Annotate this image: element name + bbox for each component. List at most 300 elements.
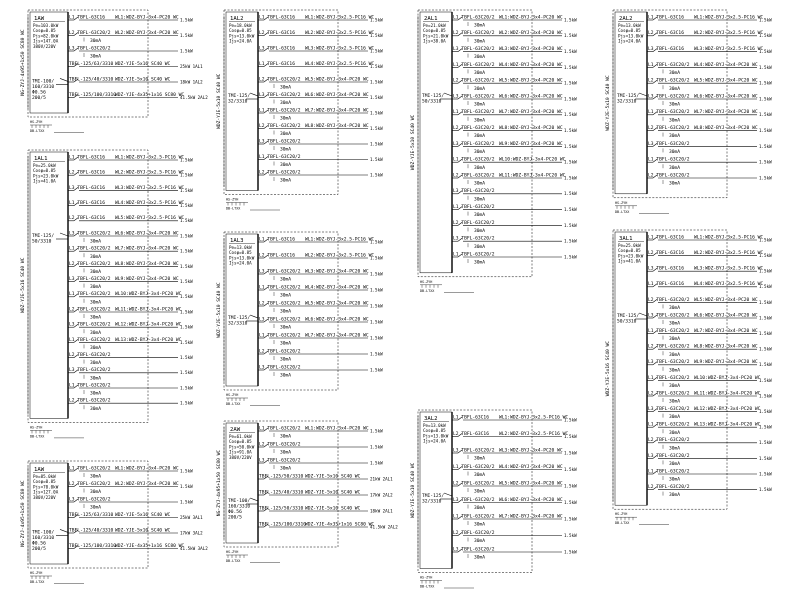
- panel-frame: [30, 152, 68, 418]
- circuit-row: [647, 62, 772, 76]
- circuit-power-label: 1.5kW: [564, 254, 577, 260]
- circuit-cable-label: WL7:WDZ-BYJ-3x4-PC20 WC: [694, 110, 758, 116]
- circuit-row: [68, 92, 208, 100]
- circuit-breaker-label: L1 TBFL-63C20/2: [453, 252, 495, 258]
- rcd-rating-label: 30mA: [474, 55, 486, 61]
- incoming-breaker-symbol: [444, 93, 452, 96]
- rcd-rating-label: 30mA: [90, 39, 102, 45]
- incoming-breaker-label: TMI-125/: [617, 94, 640, 99]
- circuit-breaker-label: L2 TBFL-63C20/2: [648, 173, 690, 179]
- circuit-cable-label: WL5:WDZ-BYJ-3x4-PC20 WC: [305, 77, 369, 83]
- rcd-rating-label: 30mA: [474, 555, 486, 561]
- circuit-breaker-label: L1 TBFL-63C16: [648, 235, 684, 241]
- circuit-power-label: 1.5kW: [564, 33, 577, 39]
- circuit-cable-label: WL8:WDZ-BYJ-3x4-PC20 WC: [499, 126, 563, 131]
- circuit-breaker-label: L3 TBFL-63C20/2: [453, 448, 495, 454]
- circuit-cable-label: WL6:WDZ-BYJ-3x4-PC20 WC: [115, 231, 179, 237]
- circuit-cable-label: WL2:WDZ-BYJ-3x2.5-PC16 WC: [694, 251, 764, 256]
- panel-title: 1AL3: [230, 238, 244, 244]
- circuit-cable-label: WDZ-YJE-4x35+1x16 SC80 WC: [115, 543, 185, 549]
- circuit-row: [647, 312, 772, 326]
- incoming-breaker-label: 200/5: [32, 95, 46, 101]
- incoming-breaker-label: 200/5: [228, 515, 242, 521]
- circuit-breaker-label: L1 TBFL-63C20/2: [453, 464, 495, 470]
- feeder-cable-label: WDZ-YJE-5x10 SC40 WC: [411, 462, 416, 518]
- incoming-breaker-label: 160/3310: [32, 84, 55, 90]
- circuit-power-label: 1.5kW: [564, 222, 577, 228]
- rcd-rating-label: 30mA: [280, 85, 292, 91]
- circuit-row: [647, 281, 772, 289]
- circuit-breaker-label: L2 TBFL-63C20/2: [453, 31, 495, 37]
- circuit-row: [258, 169, 383, 183]
- rcd-rating-label: 30mA: [90, 505, 102, 511]
- incoming-breaker-label: 50/3310: [422, 99, 442, 105]
- rcd-rating-label: 30mA: [474, 197, 486, 203]
- load-summary-line: 380V/220V: [33, 494, 56, 500]
- circuit-row: [452, 204, 577, 218]
- load-summary-line: Pjs=13.0kW: [229, 255, 255, 261]
- circuit-power-label: 1.5kW: [759, 96, 772, 102]
- rcd-rating-label: 30mA: [474, 506, 486, 512]
- load-summary-line: Pe=61.0kW: [229, 434, 252, 439]
- rcd-rating-label: 30mA: [280, 277, 292, 283]
- circuit-breaker-label: L2 TBFL-63C20/2: [453, 78, 495, 84]
- circuit-breaker-label: L2 TBFL-63C20/2: [259, 77, 301, 83]
- circuit-breaker-label: L1 TBFL-63C20/2: [648, 469, 690, 475]
- circuit-breaker-label: L3 TBFL-63C20/2: [648, 94, 690, 100]
- circuit-row: [452, 464, 577, 478]
- circuit-breaker-label: L3 TBFL-63C20/2: [648, 453, 690, 459]
- circuit-row: [647, 78, 772, 92]
- circuit-breaker-label: L3 TBFL-63C20/2: [453, 189, 495, 195]
- circuit-power-label: 1.5kW: [759, 362, 772, 368]
- rcd-rating-label: 30mA: [669, 477, 681, 483]
- circuit-cable-label: WL8:WDZ-BYJ-3x4-PC20 WC: [694, 126, 758, 131]
- rcd-rating-label: 30mA: [669, 493, 681, 499]
- rcd-rating-label: 30mA: [90, 270, 102, 275]
- load-summary-line: Cosφ=0.85: [33, 28, 56, 34]
- circuit-row: [452, 30, 577, 44]
- circuit-power-label: 1.5kW: [180, 468, 193, 474]
- circuit-breaker-label: L2 TBFL-63C20/2: [453, 126, 495, 131]
- rcd-rating-label: 30mA: [280, 434, 292, 440]
- circuit-cable-label: WL10:WDZ-BYJ-3x4-PC20 WC: [694, 375, 761, 381]
- incoming-breaker-label: Φ0.56: [228, 510, 242, 515]
- circuit-power-label: 1.5kW: [759, 112, 772, 118]
- circuit-row: [68, 200, 193, 208]
- circuit-power-label: 1.5kW: [759, 253, 772, 258]
- circuit-cable-label: WL11:WDZ-BYJ-3x4-PC20 WC: [694, 391, 761, 397]
- circuit-breaker-label: L3 TBFL-63C20/2: [259, 269, 301, 275]
- rcd-rating-label: 30mA: [669, 368, 681, 374]
- circuit-row: [68, 261, 193, 275]
- circuit-breaker-label: L2 TBFL-63C20/2: [69, 307, 111, 313]
- circuit-power-label: 1.5kW: [180, 309, 193, 315]
- circuit-breaker-label: L2 TBFL-63C20/2: [648, 344, 690, 350]
- circuit-power-label: 25kW 3AL1: [180, 514, 203, 520]
- circuit-row: [258, 252, 383, 260]
- footer-label: DB-LTXX: [226, 206, 241, 211]
- rcd-rating-label: 30mA: [669, 399, 681, 405]
- circuit-row: [258, 30, 383, 38]
- circuit-row: [68, 185, 193, 193]
- load-summary-line: Ijs=24.0A: [618, 38, 641, 44]
- circuit-row: [452, 530, 577, 544]
- circuit-row: [258, 138, 383, 152]
- incoming-breaker-label: 50/3310: [32, 239, 52, 245]
- circuit-power-label: 1.5kW: [370, 172, 383, 178]
- circuit-breaker-label: L2 TBFL-63C20/2: [259, 442, 301, 448]
- circuit-row: [258, 268, 383, 282]
- circuit-row: [647, 266, 772, 274]
- circuit-cable-label: WDZ-YJE-5x16 SC40 WC: [115, 61, 171, 67]
- circuit-row: [647, 437, 772, 451]
- circuit-row: [452, 480, 577, 494]
- circuit-power-label: 1.5kW: [180, 294, 193, 300]
- circuit-power-label: 1.5kW: [759, 455, 772, 461]
- load-summary-line: 380V/220V: [229, 454, 252, 460]
- circuit-cable-label: WL2:WDZ-BYJ-3x4-PC20 WC: [115, 481, 179, 487]
- feeder-cable-label: WDZ-YJE-5x10 SC40 WC: [606, 75, 611, 131]
- rcd-rating-label: 30mA: [474, 134, 486, 140]
- circuit-row: [68, 306, 193, 320]
- circuit-breaker-label: TBFL-125/63/3310: [69, 61, 114, 67]
- circuit-breaker-label: L3 TBFL-63C20/2: [453, 94, 495, 100]
- circuit-cable-label: WL5:WDZ-BYJ-3x4-PC20 WC: [499, 78, 563, 84]
- incoming-breaker-label: 160/3310: [228, 504, 251, 510]
- circuit-power-label: 1.5kW: [370, 444, 383, 450]
- load-summary-line: Pe=103.0kW: [33, 23, 59, 28]
- circuit-row: [68, 30, 193, 44]
- rcd-rating-label: 30mA: [474, 489, 486, 495]
- circuit-power-label: 1.5kW: [564, 17, 577, 23]
- rcd-rating-label: 30mA: [280, 101, 292, 107]
- circuit-breaker-label: L1 TBFL-63C20/2: [648, 422, 690, 428]
- circuit-cable-label: WL9:WDZ-BYJ-3x4-PC20 WC: [115, 277, 179, 282]
- circuit-breaker-label: L2 TBFL-63C16: [453, 431, 489, 437]
- rcd-rating-label: 30mA: [474, 118, 486, 124]
- circuit-power-label: 1.5kW: [759, 237, 772, 243]
- circuit-breaker-label: L1 TBFL-63C20/2: [648, 110, 690, 116]
- footer-label: HS-ZYH: [30, 571, 43, 575]
- feeder-cable-label: NG-ZYJ-4x95+1x50 SC80 WC: [21, 29, 26, 96]
- circuit-row: [258, 14, 383, 22]
- circuit-breaker-label: L3 TBFL-63C20/2: [69, 368, 111, 374]
- circuit-cable-label: WL6:WDZ-BYJ-3x4-PC20 WC: [694, 94, 758, 100]
- incoming-breaker-label: TMI-125/: [617, 314, 640, 319]
- circuit-cable-label: WL5:WDZ-BYJ-3x4-PC20 WC: [694, 297, 758, 303]
- circuit-cable-label: WL6:WDZ-BYJ-3x4-PC20 WC: [305, 317, 369, 323]
- circuit-power-label: 1.5kW: [180, 233, 193, 239]
- circuit-breaker-label: L3 TBFL-63C20/2: [69, 277, 111, 282]
- feeder-cable-label: WDZ-YJE-5x10 SC40 WC: [217, 282, 222, 338]
- circuit-power-label: 1.5kW: [370, 48, 383, 54]
- incoming-breaker-label: 160/3310: [32, 535, 55, 541]
- circuit-cable-label: WL8:WDZ-BYJ-3x4-PC20 WC: [694, 344, 758, 350]
- circuit-breaker-label: L3 TBFL-63C20/2: [259, 365, 301, 371]
- incoming-breaker-label: Φ0.56: [32, 541, 46, 547]
- circuit-cable-label: WDZ-YJE-5x10 SC40 WC: [305, 474, 361, 480]
- circuit-cable-label: WL3:WDZ-BYJ-3x4-PC20 WC: [499, 47, 563, 52]
- incoming-breaker-symbol: [60, 529, 68, 532]
- circuit-cable-label: WL10:WDZ-BYJ-3x4-PC20 WC: [499, 157, 566, 163]
- circuit-row: [452, 62, 577, 76]
- circuit-row: [647, 297, 772, 311]
- load-summary-line: Ijs=38.0A: [423, 38, 446, 44]
- circuit-breaker-label: TBFL-125/50/3310: [259, 506, 304, 512]
- footer-label: HS-ZYH: [30, 425, 43, 430]
- circuit-breaker-label: L3 TBFL-63C16: [69, 185, 105, 191]
- circuit-power-label: 1.5kW: [370, 460, 383, 466]
- circuit-breaker-label: TBFL-125/40/3310: [69, 528, 114, 534]
- circuit-breaker-label: L2 TBFL-63C20/2: [648, 438, 690, 444]
- circuit-power-label: 1.5kW: [370, 351, 383, 357]
- circuit-breaker-label: L2 TBFL-63C20/2: [648, 391, 690, 397]
- circuit-breaker-label: L2 TBFL-63C20/2: [453, 173, 495, 179]
- circuit-row: [258, 123, 383, 137]
- rcd-rating-label: 30mA: [669, 150, 681, 155]
- rcd-rating-label: 30mA: [669, 165, 681, 171]
- circuit-power-label: 1.5kW: [564, 175, 577, 181]
- panel-frame: [615, 232, 647, 505]
- circuit-power-label: 1.5kW: [759, 487, 772, 492]
- circuit-cable-label: WL2:WDZ-BYJ-3x2.5-PC16 WC: [305, 253, 375, 259]
- load-summary-line: Cosφ=0.85: [33, 479, 56, 485]
- load-summary-line: Ijs=24.0A: [229, 38, 252, 44]
- circuit-power-label: 1.5kW: [564, 191, 577, 197]
- circuit-row: [68, 45, 193, 59]
- circuit-power-label: 41.5kW 2AL2: [180, 94, 208, 100]
- footer-label: HS-ZYH: [615, 200, 628, 205]
- circuit-breaker-label: L2 TBFL-63C20/2: [259, 349, 301, 355]
- circuit-row: [68, 352, 193, 366]
- circuit-breaker-label: L3 TBFL-63C20/2: [259, 92, 301, 98]
- load-summary-line: Pjs=21.0kW: [423, 33, 449, 39]
- rcd-rating-label: 30mA: [474, 39, 486, 45]
- circuit-cable-label: WL8:WDZ-BYJ-3x4-PC20 WC: [305, 123, 369, 129]
- circuit-breaker-label: L3 TBFL-63C20/2: [648, 141, 690, 147]
- circuit-cable-label: WL4:WDZ-BYJ-3x2.5-PC16 WC: [115, 201, 185, 206]
- rcd-rating-label: 30mA: [90, 330, 102, 336]
- circuit-power-label: 1.5kW: [759, 284, 772, 290]
- circuit-row: [68, 527, 203, 535]
- incoming-breaker-label: 50/3310: [617, 319, 637, 325]
- circuit-power-label: 1.5kW: [759, 409, 772, 414]
- load-summary-line: Pe=13.0kW: [229, 245, 252, 250]
- circuit-power-label: 1.5kW: [564, 483, 577, 489]
- load-summary-line: Pe=13.0kW: [618, 23, 641, 28]
- circuit-power-label: 1.5kW: [564, 159, 577, 165]
- circuit-row: [452, 188, 577, 202]
- rcd-rating-label: 30mA: [669, 181, 681, 187]
- circuit-power-label: 1.5kW: [564, 96, 577, 102]
- circuit-breaker-label: L2 TBFL-63C20/2: [69, 481, 111, 487]
- circuit-row: [452, 109, 577, 123]
- circuit-breaker-label: L3 TBFL-63C20/2: [69, 46, 111, 52]
- circuit-power-label: 1.5kW: [370, 239, 383, 245]
- circuit-row: [647, 359, 772, 373]
- circuit-breaker-label: L3 TBFL-63C20/2: [648, 313, 690, 319]
- circuit-row: [258, 107, 383, 121]
- circuit-cable-label: WL7:WDZ-BYJ-3x4-PC20 WC: [694, 329, 758, 334]
- circuit-row: [647, 141, 772, 155]
- circuit-breaker-label: L2 TBFL-63C20/2: [453, 220, 495, 226]
- circuit-power-label: 1.5kW: [370, 110, 383, 116]
- footer-label: HS-ZYH: [226, 393, 239, 397]
- circuit-breaker-label: L1 TBFL-63C16: [69, 155, 105, 161]
- circuit-cable-label: WL2:WDZ-BYJ-3x2.5-PC16 WC: [499, 431, 569, 437]
- rcd-rating-label: 30mA: [669, 134, 681, 140]
- circuit-cable-label: WL7:WDZ-BYJ-3x4-PC20 WC: [499, 514, 563, 520]
- circuit-cable-label: WL4:WDZ-BYJ-3x4-PC20 WC: [499, 464, 563, 470]
- circuit-power-label: 1.5kW: [564, 466, 577, 472]
- feeder-cable-label: WDZ-YJE-5x10 SC40 WC: [217, 73, 222, 129]
- incoming-breaker-symbol: [60, 78, 68, 81]
- incoming-breaker-label: TMI-100/: [32, 530, 55, 536]
- rcd-rating-label: 30mA: [669, 384, 681, 389]
- circuit-breaker-label: L2 TBFL-63C16: [69, 216, 105, 222]
- circuit-power-label: 1.5kW: [370, 303, 383, 309]
- circuit-row: [258, 236, 383, 244]
- circuit-breaker-label: L3 TBFL-63C20/2: [648, 407, 690, 412]
- circuit-breaker-label: L2 TBFL-63C16: [648, 31, 684, 37]
- panel-title: 3AL2: [424, 416, 438, 422]
- rcd-rating-label: 30mA: [474, 181, 486, 187]
- incoming-breaker-label: TMI-125/: [32, 234, 55, 239]
- circuit-power-label: 1.5kW: [370, 156, 383, 162]
- circuit-row: [68, 14, 193, 22]
- rcd-rating-label: 30mA: [280, 325, 292, 331]
- circuit-row: [68, 291, 193, 305]
- rcd-rating-label: 30mA: [669, 102, 681, 108]
- circuit-power-label: 1.5kW: [180, 370, 193, 376]
- load-summary-line: Pe=85.0kW: [33, 474, 56, 479]
- circuit-row: [452, 497, 577, 511]
- circuit-cable-label: WL3:WDZ-BYJ-3x4-PC20 WC: [305, 269, 369, 275]
- circuit-cable-label: WL9:WDZ-BYJ-3x4-PC20 WC: [499, 141, 563, 147]
- rcd-rating-label: 30mA: [280, 341, 292, 347]
- circuit-breaker-label: L2 TBFL-63C20/2: [259, 301, 301, 307]
- panel-title: 2AL1: [424, 16, 438, 22]
- circuit-power-label: 1.5kW: [370, 428, 383, 434]
- circuit-power-label: 1.5kW: [180, 248, 193, 254]
- circuit-power-label: 1.5kW: [564, 532, 577, 538]
- rcd-rating-label: 30mA: [90, 300, 102, 306]
- rcd-rating-label: 30mA: [669, 306, 681, 311]
- circuit-power-label: 1.5kW: [564, 238, 577, 244]
- circuit-breaker-label: L2 TBFL-63C20/2: [259, 170, 301, 176]
- circuit-breaker-label: L2 TBFL-63C20/2: [453, 530, 495, 536]
- panel-title: 3AL1: [619, 236, 633, 242]
- load-summary-line: Cosφ=0.85: [423, 28, 446, 34]
- rcd-rating-label: 30mA: [280, 132, 292, 138]
- circuit-power-label: 1.5kW: [759, 49, 772, 54]
- rcd-rating-label: 30mA: [474, 102, 486, 108]
- circuit-row: [258, 76, 383, 90]
- rcd-rating-label: 30mA: [280, 116, 292, 122]
- circuit-row: [647, 157, 772, 171]
- circuit-breaker-label: L3 TBFL-63C20/2: [453, 497, 495, 503]
- footer-label: DB-LTXX: [30, 129, 45, 133]
- circuit-breaker-label: L2 TBFL-63C20/2: [259, 123, 301, 129]
- load-summary-line: Pe=25.0kW: [618, 243, 641, 248]
- circuit-row: [452, 447, 577, 461]
- load-summary-line: 380V/220V: [33, 43, 56, 49]
- footer-label: HS-ZYH: [420, 279, 433, 284]
- circuit-row: [647, 109, 772, 123]
- circuit-breaker-label: L1 TBFL-63C20/2: [453, 15, 495, 21]
- circuit-breaker-label: TBFL-125/100/3310: [259, 522, 307, 528]
- circuit-power-label: 1.5kW: [759, 80, 772, 86]
- circuit-breaker-label: L2 TBFL-63C20/2: [648, 485, 690, 490]
- circuit-breaker-label: L1 TBFL-63C16: [259, 15, 295, 21]
- load-summary-line: Pe=18.0kW: [229, 23, 252, 28]
- load-summary-line: Ijs=147.0A: [33, 38, 59, 44]
- panel-enclosure: [28, 150, 148, 422]
- circuit-cable-label: WL5:WDZ-BYJ-3x4-PC20 WC: [305, 301, 369, 307]
- circuit-row: [452, 14, 577, 28]
- footer-label: DB-LTXX: [30, 580, 45, 584]
- rcd-rating-label: 30mA: [669, 118, 681, 124]
- circuit-power-label: 1.5kW: [759, 268, 772, 274]
- load-summary-line: Cosφ=0.85: [229, 250, 252, 256]
- circuit-row: [68, 230, 193, 244]
- rcd-rating-label: 30mA: [474, 23, 486, 29]
- circuit-power-label: 1.5kW: [564, 49, 577, 54]
- circuit-cable-label: WL2:WDZ-BYJ-3x4-PC20 WC: [115, 30, 179, 36]
- load-summary-line: Cosφ=0.85: [618, 28, 641, 34]
- circuit-cable-label: WL2:WDZ-BYJ-3x4-PC20 WC: [499, 31, 563, 37]
- rcd-rating-label: 30mA: [90, 406, 102, 412]
- circuit-breaker-label: L1 TBFL-63C20/2: [69, 246, 111, 252]
- circuit-row: [647, 125, 772, 139]
- footer-label: DB-LTXX: [30, 434, 45, 439]
- circuit-power-label: 1.5kW: [759, 175, 772, 181]
- circuit-cable-label: WL7:WDZ-BYJ-3x4-PC20 WC: [115, 246, 179, 252]
- circuit-power-label: 1.5kW: [759, 346, 772, 352]
- circuit-power-label: 1.5kW: [180, 263, 193, 269]
- circuit-cable-label: WL1:WDZ-BYJ-3x2.5-PC16 WC: [694, 15, 764, 21]
- circuit-row: [452, 236, 577, 250]
- circuit-row: [647, 390, 772, 404]
- incoming-breaker-label: TMI-125/: [422, 494, 445, 499]
- circuit-power-label: 1.5kW: [180, 17, 193, 23]
- circuit-power-label: 1.5kW: [180, 499, 193, 505]
- footer-label: HS-ZYH: [420, 575, 433, 580]
- circuit-breaker-label: L2 TBFL-63C16: [259, 253, 295, 259]
- panel-3al2: [410, 410, 577, 589]
- load-summary-line: Cosφ=0.85: [423, 428, 446, 434]
- load-summary-line: Pe=25.0kW: [33, 163, 56, 168]
- circuit-power-label: 1.5kW: [180, 32, 193, 38]
- circuit-row: [68, 215, 193, 223]
- circuit-row: [452, 172, 577, 186]
- circuit-row: [452, 431, 577, 439]
- circuit-breaker-label: L3 TBFL-63C20/2: [259, 317, 301, 323]
- rcd-rating-label: 30mA: [90, 376, 102, 382]
- circuit-power-label: 1.5kW: [759, 128, 772, 133]
- circuit-power-label: 1.5kW: [370, 32, 383, 38]
- circuit-row: [647, 46, 772, 54]
- footer-label: HS-ZYH: [226, 550, 239, 554]
- circuit-breaker-label: L1 TBFL-63C20/2: [453, 110, 495, 116]
- circuit-cable-label: WL2:WDZ-BYJ-3x2.5-PC16 WC: [694, 31, 764, 37]
- circuit-row: [68, 154, 193, 162]
- circuit-row: [452, 220, 577, 234]
- incoming-breaker-label: TMI-100/: [32, 79, 55, 85]
- panel-title: 2AW: [230, 427, 241, 433]
- rcd-rating-label: 30mA: [669, 71, 681, 76]
